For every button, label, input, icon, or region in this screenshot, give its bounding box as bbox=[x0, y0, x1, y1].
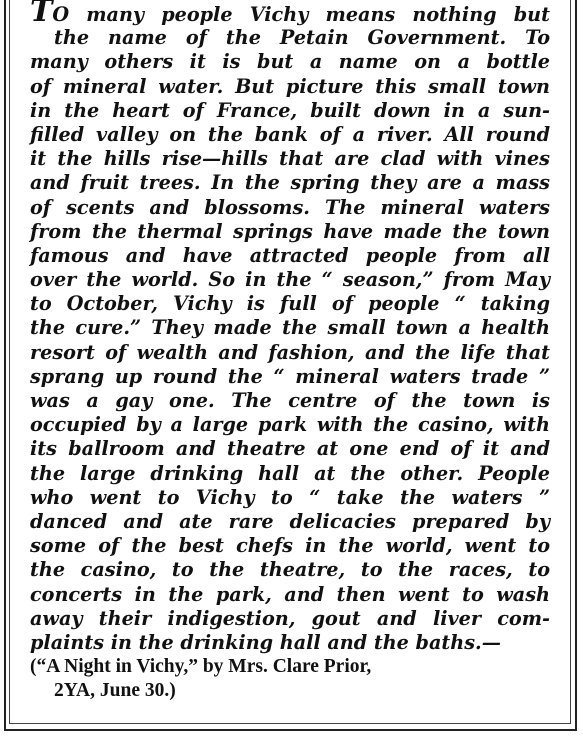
article-line: the casino, to the theatre, to the races, to bbox=[30, 558, 550, 582]
article-line: sprang up round the “ mineral waters trade ” bbox=[30, 364, 550, 388]
article-line: the cure.” They made the small town a health bbox=[30, 316, 550, 340]
article-body bbox=[30, 2, 550, 655]
article-line: from the thermal springs have made the town bbox=[30, 219, 550, 243]
article-line: plaints in the drinking hall and the baths.— bbox=[30, 630, 501, 654]
article-line: concerts in the park, and then went to wash bbox=[30, 582, 550, 606]
credit-line: (“A Night in Vichy,” by Mrs. Clare Prior, bbox=[30, 656, 372, 677]
article-line: it the hills rise—hills that are clad with vines bbox=[30, 147, 550, 171]
article-line: of scents and blossoms. The mineral waters bbox=[30, 195, 550, 219]
article-line: filled valley on the bank of a river. All round bbox=[30, 122, 550, 146]
article-line: was a gay one. The centre of the town is bbox=[30, 389, 550, 412]
article-line: the large drinking hall at the other. People bbox=[30, 461, 550, 485]
article-line-text: O many people Vichy means nothing but bbox=[52, 3, 550, 26]
article-line: danced and ate rare delicacies prepared by bbox=[30, 509, 550, 533]
article-line: occupied by a large park with the casino, with bbox=[30, 413, 550, 437]
article-credit bbox=[30, 655, 550, 703]
article-line: the name of the Petain Government. To bbox=[54, 26, 550, 50]
article-line: many others it is but a name on a bottle bbox=[30, 50, 550, 74]
article-line: its ballroom and theatre at one end of it and bbox=[30, 437, 550, 461]
article-line: and fruit trees. In the spring they are a mass bbox=[30, 171, 550, 195]
article-line: famous and have attracted people from all bbox=[30, 243, 550, 267]
article-line: resort of wealth and fashion, and the life that bbox=[30, 340, 550, 364]
drop-cap: T bbox=[30, 0, 53, 29]
credit-line: 2YA, June 30.) bbox=[54, 680, 176, 702]
article-line: who went to Vichy to “ take the waters ” bbox=[30, 485, 550, 509]
article-line: of mineral water. But picture this small town bbox=[30, 74, 550, 98]
article-line: in the heart of France, built down in a sun- bbox=[30, 98, 550, 122]
article-line: to October, Vichy is full of people “ taking bbox=[30, 292, 550, 316]
article-line bbox=[30, 0, 550, 29]
article-line: away their indigestion, gout and liver com- bbox=[30, 606, 550, 630]
article-line: some of the best chefs in the world, went to bbox=[30, 534, 550, 558]
article-line: over the world. So in the “ season,” from May bbox=[30, 268, 550, 292]
